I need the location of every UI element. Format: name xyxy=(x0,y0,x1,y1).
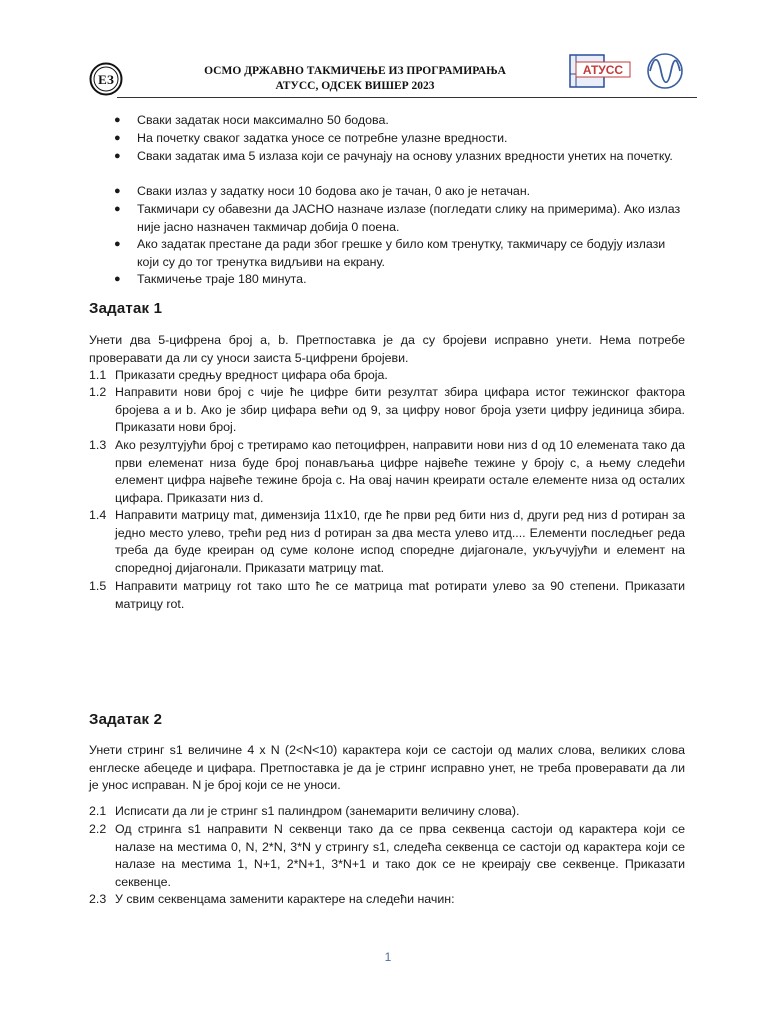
item-text: Направити нови број c чије ће цифре бити резултат збира цифара истог тежинског фактора бројева a и b. Ако је збир цифара већи од 9, за цифру новог броја узети цифру јединица збира. Приказати нови број. xyxy=(115,385,685,435)
waveform-logo-icon xyxy=(645,52,685,90)
header-title xyxy=(150,64,560,94)
header-title-line2: АТУСС, ОДСЕК ВИШЕР 2023 xyxy=(275,80,435,92)
bullet-icon: ● xyxy=(114,150,121,162)
bullet-icon: ● xyxy=(114,132,121,144)
item-number: 1.3 xyxy=(89,438,107,452)
svg-text:АТУСС: АТУСС xyxy=(582,63,624,77)
rule-item: Ако задатак престане да ради због грешке у било ком тренутку, такмичару се бодују излази који су до тог тренутка видљиви на екрану. xyxy=(137,237,666,269)
rule-item: Такмичење траје 180 минута. xyxy=(137,272,307,286)
bullet-icon: ● xyxy=(114,238,121,250)
bullet-icon: ● xyxy=(114,203,121,215)
item-text: Направити матрицу rot тако што ће се матрица mat ротирати улево за 90 степени. Приказати матрицу rot. xyxy=(115,579,685,611)
bullet-icon: ● xyxy=(114,273,121,285)
item-number: 1.1 xyxy=(89,368,107,382)
item-number: 1.5 xyxy=(89,579,107,593)
item-number: 2.3 xyxy=(89,892,107,906)
item-number: 1.2 xyxy=(89,385,107,399)
rule-item: Такмичари су обавезни да ЈАСНО назначе излазе (погледати слику на примерима). Ако излаз није јасно назначен такмичар добија 0 поена. xyxy=(137,202,681,234)
rule-item: Сваки излаз у задатку носи 10 бодова ако је тачан, 0 ако је нетачан. xyxy=(137,184,531,198)
rule-item: На почетку сваког задатка уносе се потребне улазне вредности. xyxy=(137,131,508,145)
item-text: Приказати средњу вредност цифара оба броја. xyxy=(115,368,388,382)
rule-item: Сваки задатак има 5 излаза који се рачунају на основу улазних вредности унетих на почетку. xyxy=(137,149,673,163)
item-number: 2.2 xyxy=(89,822,107,836)
item-number: 1.4 xyxy=(89,508,107,522)
header-title-line1: ОСМО ДРЖАВНО ТАКМИЧЕЊЕ ИЗ ПРОГРАМИРАЊА xyxy=(204,65,506,77)
task2-heading: Задатак 2 xyxy=(89,711,163,728)
task2-intro: Унети стринг s1 величине 4 x N (2<N<10) карактера који се састоји од малих слова, великих слова енглеске абецеде и цифара. Претпоставка је да је стринг исправно унет, не треба проверавати да ли је унос исправан. N је број који се не уноси. xyxy=(89,743,685,793)
item-text: У свим секвенцама заменити карактере на следећи начин: xyxy=(115,892,455,906)
item-text: Од стринга s1 направити N секвенци тако да се прва секвенца састоји од карактера који се налазе на местима 0, N, 2*N, 3*N у стрингу s1, следећа секвенца се састоји од карактера који се налазе на местима 1, N+1, 2*N+1, 3*N+1 и тако док се не креирају све секвенце. Приказати секвенце. xyxy=(115,822,685,889)
header-divider xyxy=(117,97,697,98)
item-number: 2.1 xyxy=(89,804,107,818)
bullet-icon: ● xyxy=(114,114,121,126)
svg-text:ЕЗ: ЕЗ xyxy=(98,72,114,87)
bullet-icon: ● xyxy=(114,185,121,197)
item-text: Направити матрицу mat, димензија 11x10, где ће први ред бити низ d, други ред низ d ротиран за једно место улево, трећи ред низ d ротиран за два места улево итд.... Елементи последњег реда треба да буде креиран од суме колоне испод споредне дијагонале, укључујући и елемент на споредној дијагонали. Приказати матрицу mat. xyxy=(115,508,685,575)
school-logo-icon xyxy=(89,62,123,96)
item-text: Исписати да ли је стринг s1 палиндром (занемарити величину слова). xyxy=(115,804,520,818)
item-text: Ако резултујући број c третирамо као петоцифрен, направити нови низ d од 10 елемената тако да први елеменат низа буде број понављања цифре највеће тежине у броју c, а њему следећи елемент цифра највеће тежине броја c. На овај начин креирати остале елементе низа од осталих цифара. Приказати низ d. xyxy=(115,438,685,505)
rule-item: Сваки задатак носи максимално 50 бодова. xyxy=(137,113,389,127)
task1-heading: Задатак 1 xyxy=(89,300,163,317)
page-number: 1 xyxy=(384,950,392,964)
atuss-logo-icon xyxy=(566,52,632,90)
task1-intro: Унети два 5-цифрена број a, b. Претпоставка је да су бројеви исправно унети. Нема потребе проверавати да ли су уноси заиста 5-цифрени бројеви. xyxy=(89,333,685,365)
